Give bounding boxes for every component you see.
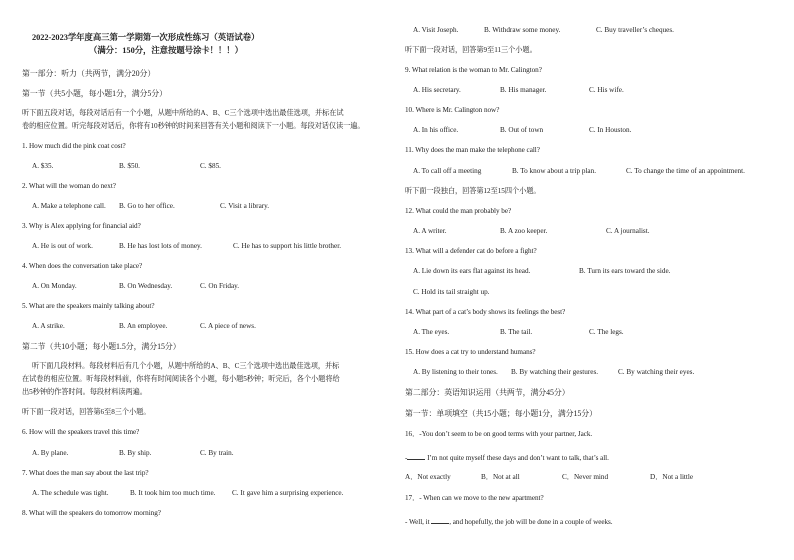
question-stem: 11. Why does the man make the telephone call? [405,146,540,154]
option-a[interactable]: A. To call off a meeting [413,167,482,175]
question-stem: 2. What will the woman do next? [22,182,116,190]
option-c[interactable]: C. $85. [200,162,221,170]
reply-line [405,516,613,527]
option-b[interactable]: B. $50. [119,162,140,170]
option-a[interactable]: A. A strike. [32,322,65,330]
section2-instruction: 在试卷的相应位置。听每段材料前，你将有时间阅读各个小题，每小题5秒钟；听完后，各个小题将给 [22,375,340,383]
question-stem: 1. How much did the pink coat cost? [22,142,126,150]
reply-prefix: - [405,454,408,462]
option-c[interactable]: C. He has to support his little brother. [233,242,342,250]
question-stem: 9. What relation is the woman to Mr. Calington? [405,66,542,74]
reply-line [405,452,609,463]
question-stem: 3. Why is Alex applying for financial aid? [22,222,141,230]
part2-section1-header: 第一节：单项填空（共15小题；每小题1分，满分15分） [405,409,597,418]
section2-instruction: 听下面几段材料。每段材料后有几个小题，从题中所给的A、B、C三个选项中选出最佳选项，并标 [32,362,340,370]
option-b[interactable]: B. A zoo keeper. [500,227,548,235]
option-c[interactable]: C. On Friday. [200,282,240,290]
option-c[interactable]: C. In Houston. [589,126,632,134]
part2-header: 第二部分：英语知识运用（共两节，满分45分） [405,388,570,397]
option-a[interactable]: A. $35. [32,162,54,170]
option-a[interactable]: A. A writer. [413,227,447,235]
option-a[interactable]: A. Lie down its ears flat against its head. [413,267,531,275]
option-b[interactable]: B. Turn its ears toward the side. [579,267,671,275]
option-b[interactable]: B. The tail. [500,328,533,336]
part1-section1-header: 第一节（共5小题，每小题1分，满分5分） [22,89,167,98]
question-stem: 12. What could the man probably be? [405,207,512,215]
dialogue-intro: 听下面一段对话，回答第6至8三个小题。 [22,408,151,416]
part1-header: 第一部分：听力（共两节，满分20分） [22,69,156,78]
monologue-intro: 听下面一段独白，回答第12至15四个小题。 [405,187,541,195]
option-a[interactable]: A. On Monday. [32,282,77,290]
question-stem: 6. How will the speakers travel this time? [22,428,140,436]
option-d[interactable]: D．Not a little [650,473,694,481]
option-a[interactable]: A. By plane. [32,449,69,457]
option-c[interactable]: C. Visit a library. [220,202,270,210]
reply-text: , and hopefully, the job will be done in a couple of weeks. [449,518,613,526]
option-c[interactable]: C. The legs. [589,328,624,336]
option-c[interactable]: C. It gave him a surprising experience. [232,489,344,497]
option-b[interactable]: B. On Wednesday. [119,282,173,290]
answer-blank[interactable] [407,452,425,460]
option-a[interactable]: A. The eyes. [413,328,450,336]
question-stem: 7. What does the man say about the last trip? [22,469,149,477]
option-c[interactable]: C. His wife. [589,86,624,94]
option-c[interactable]: C. By watching their eyes. [618,368,695,376]
option-a[interactable]: A. Visit Joseph. [413,26,459,34]
question-stem: 8. What will the speakers do tomorrow morning? [22,509,161,517]
option-b[interactable]: B. He has lost lots of money. [119,242,202,250]
option-a[interactable]: A. In his office. [413,126,459,134]
exam-subtitle: （满分：150分，注意按题号涂卡！！！） [89,46,243,55]
option-a[interactable]: A. Make a telephone call. [32,202,106,210]
option-b[interactable]: B. Withdraw some money. [484,26,561,34]
option-a[interactable]: A. He is out of work. [32,242,93,250]
question-stem: 4. When does the conversation take place? [22,262,143,270]
option-c[interactable]: C. By train. [200,449,234,457]
option-b[interactable]: B. Out of town [500,126,544,134]
question-stem: 15. How does a cat try to understand humans? [405,348,536,356]
answer-blank[interactable] [431,516,449,524]
option-c[interactable]: C. A journalist. [606,227,650,235]
section1-instruction: 听下面五段对话，每段对话后有一个小题，从题中所给的A、B、C三个选项中选出最佳选项，并标在试 [22,109,344,117]
exam-title: 2022-2023学年度高三第一学期第一次形成性练习（英语试卷） [32,33,260,42]
option-c[interactable]: C. Hold its tail straight up. [413,288,490,296]
reply-prefix: - Well, it [405,518,432,526]
option-b[interactable]: B. Go to her office. [119,202,175,210]
reply-text: I’m not quite myself these days and don’t want to talk, that’s all. [425,454,609,462]
option-b[interactable]: B．Not at all [481,473,520,481]
section1-instruction: 卷的相应位置。听完每段对话后，你将有10秒钟的时间来回答有关小题和阅读下一小题。每段对话仅读一遍。 [22,122,365,130]
option-a[interactable]: A. The schedule was tight. [32,489,109,497]
question-stem: 5. What are the speakers mainly talking about? [22,302,155,310]
option-c[interactable]: C. A piece of news. [200,322,256,330]
question-stem: 10. Where is Mr. Calington now? [405,106,500,114]
question-stem: 14. What part of a cat’s body shows its feelings the best? [405,308,566,316]
option-b[interactable]: B. His manager. [500,86,547,94]
option-a[interactable]: A. His secretary. [413,86,461,94]
option-b[interactable]: B. By ship. [119,449,152,457]
question-stem: 13. What will a defender cat do before a fight? [405,247,537,255]
part1-section2-header: 第二节（共10小题；每小题1.5分，满分15分） [22,342,181,351]
dialogue-intro: 听下面一段对话，回答第9至11三个小题。 [405,46,537,54]
option-c[interactable]: C．Never mind [562,473,609,481]
option-b[interactable]: B. By watching their gestures. [511,368,599,376]
option-a[interactable]: A. By listening to their tones. [413,368,498,376]
option-b[interactable]: B. It took him too much time. [130,489,216,497]
option-a[interactable]: A．Not exactly [405,473,451,481]
option-b[interactable]: B. An employee. [119,322,168,330]
option-b[interactable]: B. To know about a trip plan. [512,167,597,175]
question-stem: 17．- When can we move to the new apartment? [405,494,544,502]
option-c[interactable]: C. To change the time of an appointment. [626,167,745,175]
option-c[interactable]: C. Buy traveller’s cheques. [596,26,674,34]
section2-instruction: 出5秒钟的作答时间。每段材料读两遍。 [22,388,147,396]
question-stem: 16．-You don’t seem to be on good terms with your partner, Jack. [405,430,593,438]
